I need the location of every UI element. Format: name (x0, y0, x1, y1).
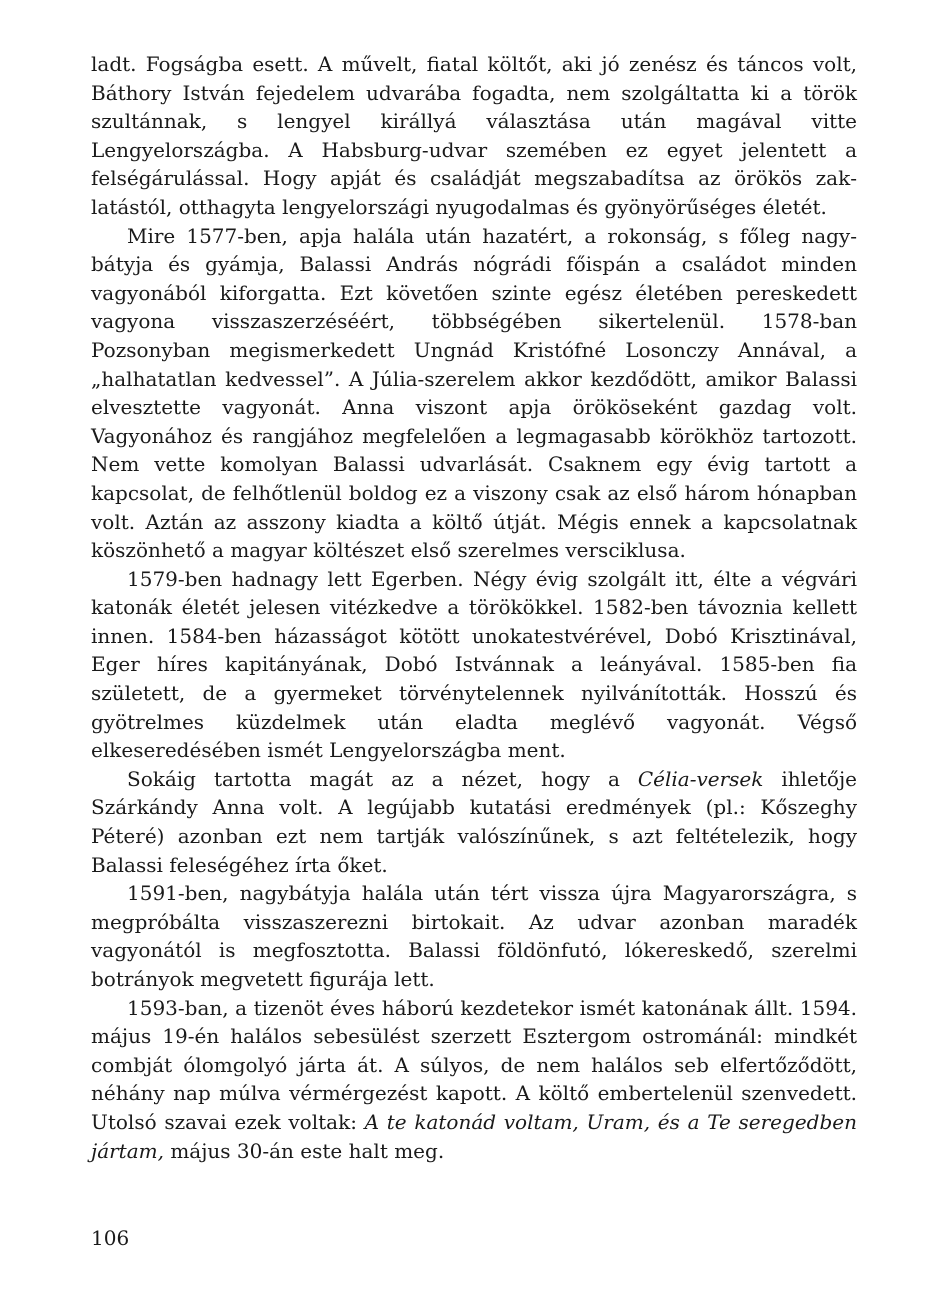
paragraph (91, 222, 857, 565)
paragraph-text: május 30-án este halt meg. (163, 1138, 445, 1163)
paragraph (91, 50, 857, 222)
paragraph (91, 994, 857, 1166)
italic-quote: A te katonád voltam, Uram, és a Te seregedben jártam, (91, 1109, 857, 1163)
paragraph (91, 565, 857, 765)
paragraph-text: Sokáig tartotta magát az a nézet, hogy a (127, 766, 638, 791)
paragraph-text: ihletője Szárkándy Anna volt. A legújabb kutatási eredmények (pl.: Kőszeghy Péteré) azonban ezt nem tartják valószínűnek, s azt feltételezik, hogy Balassi feleségéhez írta őket. (91, 766, 857, 877)
paragraph (91, 765, 857, 879)
paragraph (91, 879, 857, 993)
paragraph-text: 1579-ben hadnagy lett Egerben. Négy évig szolgált itt, élte a végvári katonák életét jelesen vitézkedve a törökökkel. 1582-ben távoznia kellett innen. 1584-ben házasságot kötött unokatestvérével, Dobó Krisztinával, Eger híres kapitányának, Dobó Istvánnak a leányával. 1585-ben fia született, de a gyermeket törvénytelennek nyilvánították. Hosszú és gyötrelmes küzdelmek után eladta meglévő vagyonát. Végső elkeseredésében ismét Lengyelországba ment. (91, 566, 857, 763)
paragraph-text: 1591-ben, nagybátyja halála után tért vissza újra Magyarországra, s megpróbálta visszaszerezni birtokait. Az udvar azonban maradék vagyonától is megfosztotta. Balassi földönfutó, lókereskedő, szerelmi botrányok megvetett figurája lett. (91, 881, 857, 991)
paragraph-text: Mire 1577-ben, apja halála után hazatért, a rokonság, s főleg nagybátyja és gyámja, Balassi András nógrádi főispán a családot minden vagyonából kiforgatta. Ezt követően szinte egész életében pereskedett vagyona visszaszerzéséért, többségében sikertelenül. 1578-ban Pozsonyban megismerkedett Ungnád Kristófné Losonczy Annával, a „halhatatlan kedvessel”. A Júlia-szerelem akkor kezdődött, amikor Balassi elvesztette vagyonát. Anna viszont apja örököseként gazdag volt. Vagyonához és rangjához megfelelően a legmagasabb körökhöz tartozott. Nem vette komolyan Balassi udvarlását. Csaknem egy évig tartott a kapcsolat, de felhőtlenül boldog ez a viszony csak az első három hónapban volt. Aztán az asszony kiadta a költő útját. Mégis ennek a kapcsolatnak köszönhető a magyar költészet első szerelmes versciklusa. (91, 223, 857, 563)
page-number: 106 (91, 1226, 130, 1250)
italic-title: Célia-versek (637, 766, 764, 791)
paragraph-text: 1593-ban, a tizenöt éves háború kezdetekor ismét katonának állt. 1594. május 19-én halálos sebesülést szerzett Esztergom ostrománál: mindkét combját ólomgolyó járta át. A súlyos, de nem halálos seb elfertőződött, néhány nap múlva vérmérgezést kapott. A költő embertelenül szenvedett. Utolsó szavai ezek voltak: (91, 995, 857, 1134)
paragraph-text: ladt. Fogságba esett. A művelt, fiatal költőt, aki jó zenész és táncos volt, Báthory István fejedelem udvarába fogadta, nem szolgáltatta ki a török szultánnak, s lengyel királlyá választása után magával vitte Lengyelországba. A Habsburg-udvar szemében ez egyet jelentett a felségárulással. Hogy apját és családját megszabadítsa az örökös zaklatástól, otthagyta lengyelországi nyugodalmas és gyönyörűséges életét. (91, 52, 857, 219)
document-page (91, 50, 857, 1165)
